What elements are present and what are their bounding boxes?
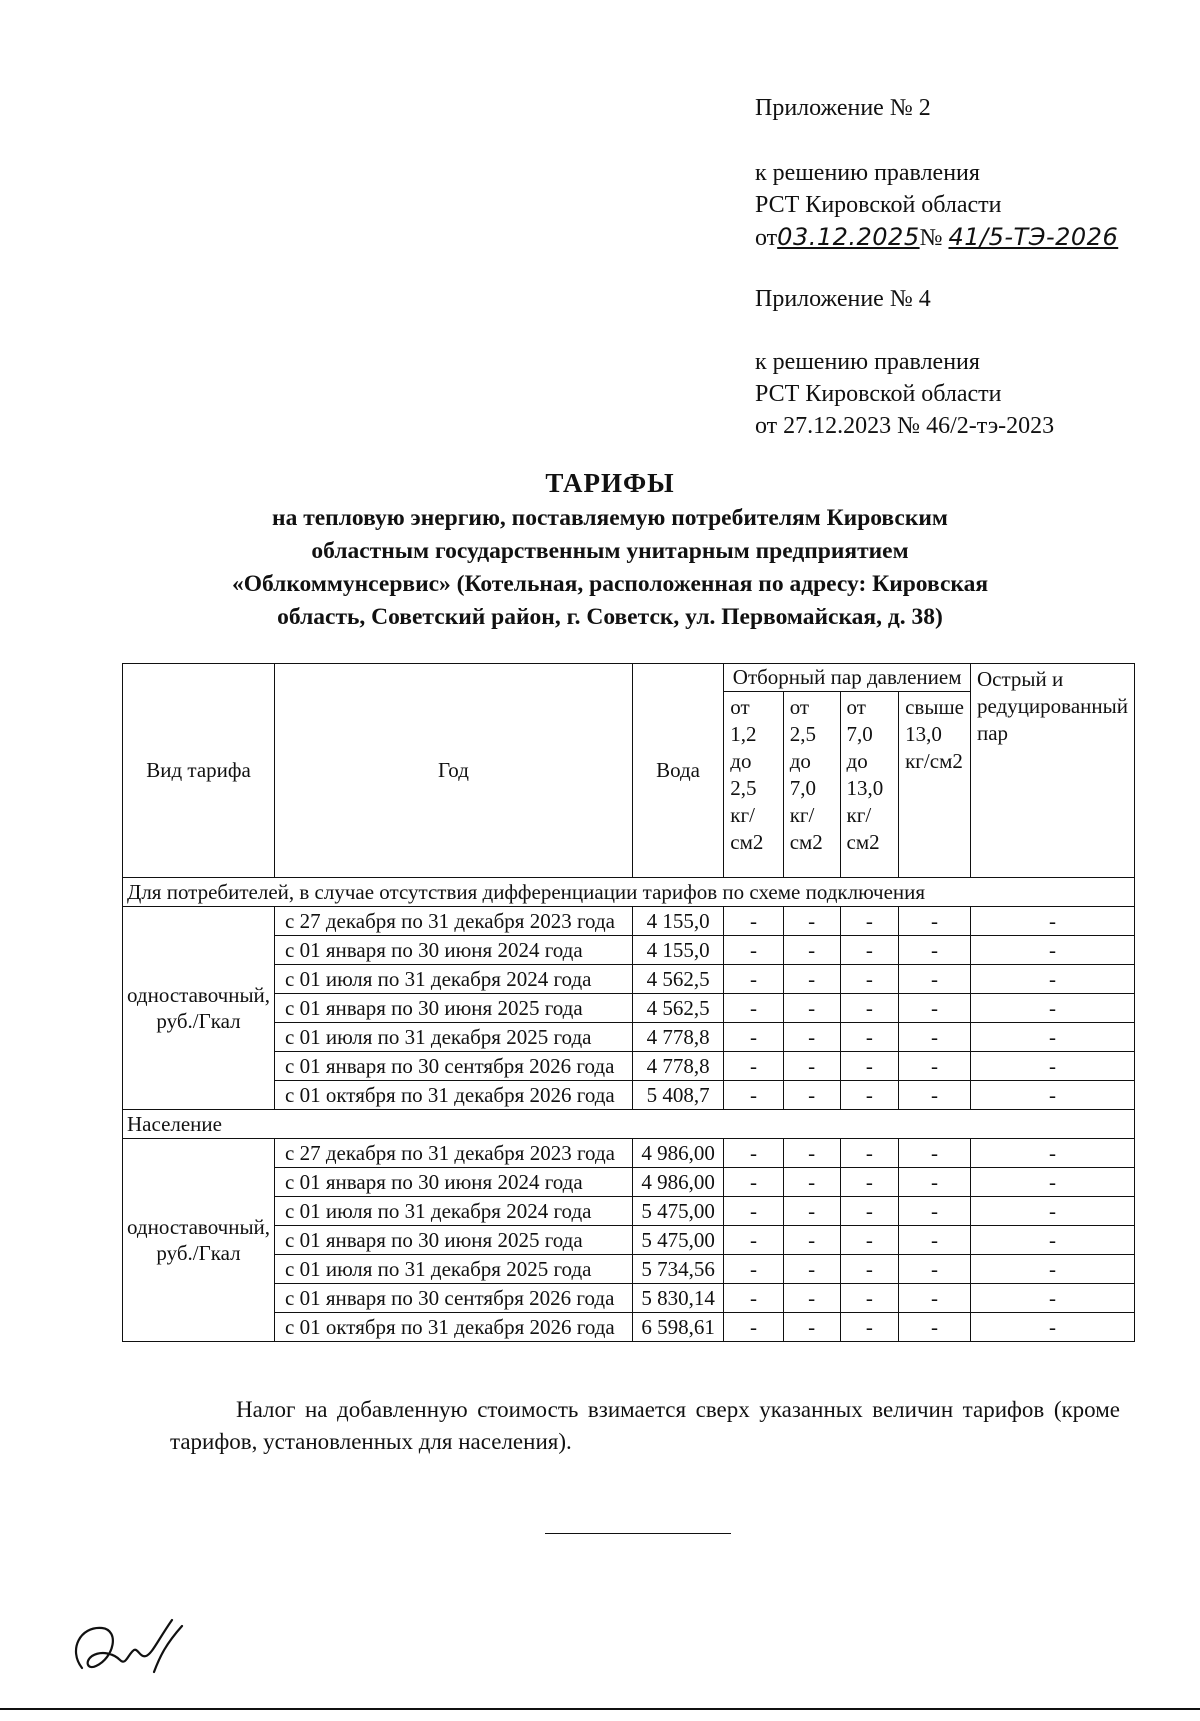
water-tariff-cell: 6 598,61	[632, 1313, 723, 1342]
steam-tariff-cell: -	[783, 1168, 840, 1197]
steam-tariff-cell: -	[899, 1284, 971, 1313]
steam-tariff-cell: -	[724, 1023, 783, 1052]
steam-tariff-cell: -	[783, 965, 840, 994]
number-sign: №	[919, 225, 943, 251]
steam-tariff-cell: -	[840, 907, 899, 936]
table-row	[123, 1284, 1135, 1313]
water-tariff-cell: 4 155,0	[632, 936, 723, 965]
steam-tariff-cell: -	[840, 1197, 899, 1226]
water-tariff-cell: 5 475,00	[632, 1197, 723, 1226]
vat-note: Налог на добавленную стоимость взимается сверх указанных величин тарифов (кроме тарифов, установленных для населения).	[170, 1397, 1120, 1454]
steam-tariff-cell: -	[724, 1168, 783, 1197]
steam-tariff-cell: -	[783, 1023, 840, 1052]
water-tariff-cell: 4 778,8	[632, 1052, 723, 1081]
steam-tariff-cell: -	[724, 1081, 783, 1110]
steam-tariff-cell: -	[724, 1313, 783, 1342]
steam-tariff-cell: -	[840, 1284, 899, 1313]
steam-tariff-cell: -	[724, 965, 783, 994]
water-tariff-cell: 5 408,7	[632, 1081, 723, 1110]
steam-tariff-cell: -	[970, 1081, 1134, 1110]
section-row	[123, 1110, 1135, 1139]
appendix-2-reference	[755, 157, 1118, 254]
section-title: Население	[123, 1110, 1135, 1139]
table-row	[123, 1255, 1135, 1284]
signature-mark	[62, 1610, 202, 1690]
header-voda: Вода	[632, 664, 723, 878]
water-tariff-cell: 4 155,0	[632, 907, 723, 936]
period-cell: с 01 июля по 31 декабря 2024 года	[275, 1197, 633, 1226]
steam-tariff-cell: -	[899, 1023, 971, 1052]
steam-tariff-cell: -	[899, 994, 971, 1023]
steam-tariff-cell: -	[840, 936, 899, 965]
appendix-2-title: Приложение № 2	[755, 95, 931, 121]
subtitle-line: на тепловую энергию, поставляемую потребителям Кировским	[272, 505, 948, 531]
steam-tariff-cell: -	[970, 1284, 1134, 1313]
appendix-4-reference	[755, 346, 1054, 442]
period-cell: с 01 января по 30 июня 2024 года	[275, 1168, 633, 1197]
tariff-type-cell: одноставочный, руб./Гкал	[123, 907, 275, 1110]
table-row	[123, 965, 1135, 994]
table-row	[123, 994, 1135, 1023]
steam-tariff-cell: -	[783, 994, 840, 1023]
steam-tariff-cell: -	[899, 1081, 971, 1110]
document-title: ТАРИФЫ	[545, 468, 675, 498]
section-title: Для потребителей, в случае отсутствия дифференциации тарифов по схеме подключения	[123, 878, 1135, 907]
steam-tariff-cell: -	[840, 994, 899, 1023]
table-row	[123, 1023, 1135, 1052]
steam-tariff-cell: -	[899, 1168, 971, 1197]
steam-tariff-cell: -	[899, 1052, 971, 1081]
handwritten-number: 41/5-ТЭ-2026	[948, 223, 1119, 251]
steam-tariff-cell: -	[899, 1255, 971, 1284]
steam-tariff-cell: -	[970, 1168, 1134, 1197]
header-pressure-1: от 1,2 до 2,5 кг/см2	[724, 692, 783, 878]
steam-tariff-cell: -	[899, 965, 971, 994]
period-cell: с 01 октября по 31 декабря 2026 года	[275, 1313, 633, 1342]
water-tariff-cell: 4 562,5	[632, 994, 723, 1023]
steam-tariff-cell: -	[970, 1255, 1134, 1284]
header-pressure-2: от 2,5 до 7,0 кг/см2	[783, 692, 840, 878]
steam-tariff-cell: -	[783, 936, 840, 965]
steam-tariff-cell: -	[840, 1081, 899, 1110]
header-ostry: Острый и редуцированный пар	[970, 664, 1134, 878]
handwritten-date: 03.12.2025	[777, 223, 920, 251]
steam-tariff-cell: -	[783, 1197, 840, 1226]
table-body	[123, 878, 1135, 1342]
steam-tariff-cell: -	[970, 1226, 1134, 1255]
steam-tariff-cell: -	[970, 1052, 1134, 1081]
steam-tariff-cell: -	[840, 1168, 899, 1197]
steam-tariff-cell: -	[724, 1139, 783, 1168]
subtitle-line: областным государственным унитарным предприятием	[311, 538, 909, 564]
period-cell: с 01 июля по 31 декабря 2025 года	[275, 1255, 633, 1284]
steam-tariff-cell: -	[783, 1052, 840, 1081]
appendix-4-line-2: РСТ Кировской области	[755, 381, 1002, 407]
separator-line	[545, 1533, 731, 1534]
table-row	[123, 1081, 1135, 1110]
tariffs-table	[122, 663, 1135, 1342]
period-cell: с 01 января по 30 сентября 2026 года	[275, 1052, 633, 1081]
steam-tariff-cell: -	[970, 994, 1134, 1023]
period-cell: с 01 января по 30 июня 2025 года	[275, 994, 633, 1023]
steam-tariff-cell: -	[724, 1226, 783, 1255]
period-cell: с 01 июля по 31 декабря 2025 года	[275, 1023, 633, 1052]
steam-tariff-cell: -	[783, 907, 840, 936]
subtitle-line: «Облкоммунсервис» (Котельная, расположенная по адресу: Кировская	[231, 571, 989, 597]
steam-tariff-cell: -	[724, 1284, 783, 1313]
header-otbornyi: Отборный пар давлением	[724, 664, 971, 692]
steam-tariff-cell: -	[970, 1313, 1134, 1342]
water-tariff-cell: 4 986,00	[632, 1139, 723, 1168]
steam-tariff-cell: -	[724, 994, 783, 1023]
steam-tariff-cell: -	[970, 1197, 1134, 1226]
from-prefix: от	[755, 225, 778, 251]
appendix-4-title: Приложение № 4	[755, 286, 931, 312]
water-tariff-cell: 4 562,5	[632, 965, 723, 994]
steam-tariff-cell: -	[970, 1139, 1134, 1168]
appendix-4-line-1: к решению правления	[755, 349, 980, 375]
table-row	[123, 1226, 1135, 1255]
steam-tariff-cell: -	[840, 965, 899, 994]
steam-tariff-cell: -	[783, 1139, 840, 1168]
period-cell: с 01 января по 30 сентября 2026 года	[275, 1284, 633, 1313]
water-tariff-cell: 4 986,00	[632, 1168, 723, 1197]
table-row	[123, 936, 1135, 965]
document-subtitle	[150, 502, 1070, 634]
water-tariff-cell: 5 830,14	[632, 1284, 723, 1313]
header-pressure-3: от 7,0 до 13,0 кг/см2	[840, 692, 899, 878]
steam-tariff-cell: -	[899, 1139, 971, 1168]
header-god: Год	[275, 664, 633, 878]
table-row	[123, 1197, 1135, 1226]
water-tariff-cell: 5 734,56	[632, 1255, 723, 1284]
steam-tariff-cell: -	[840, 1023, 899, 1052]
header-pressure-4: свыше 13,0 кг/см2	[899, 692, 971, 878]
steam-tariff-cell: -	[783, 1226, 840, 1255]
steam-tariff-cell: -	[783, 1284, 840, 1313]
period-cell: с 27 декабря по 31 декабря 2023 года	[275, 1139, 633, 1168]
steam-tariff-cell: -	[970, 936, 1134, 965]
water-tariff-cell: 5 475,00	[632, 1226, 723, 1255]
appendix-2-date-line	[755, 221, 1118, 254]
steam-tariff-cell: -	[724, 936, 783, 965]
section-row	[123, 878, 1135, 907]
appendix-4-line-3: от 27.12.2023 № 46/2-тэ-2023	[755, 413, 1055, 439]
steam-tariff-cell: -	[783, 1313, 840, 1342]
steam-tariff-cell: -	[783, 1081, 840, 1110]
appendix-2-line-2: РСТ Кировской области	[755, 192, 1002, 218]
steam-tariff-cell: -	[840, 1226, 899, 1255]
steam-tariff-cell: -	[899, 1197, 971, 1226]
steam-tariff-cell: -	[970, 907, 1134, 936]
steam-tariff-cell: -	[724, 1197, 783, 1226]
steam-tariff-cell: -	[724, 1052, 783, 1081]
period-cell: с 01 октября по 31 декабря 2026 года	[275, 1081, 633, 1110]
period-cell: с 01 июля по 31 декабря 2024 года	[275, 965, 633, 994]
steam-tariff-cell: -	[783, 1255, 840, 1284]
period-cell: с 01 января по 30 июня 2024 года	[275, 936, 633, 965]
table-row	[123, 907, 1135, 936]
table-row	[123, 1313, 1135, 1342]
water-tariff-cell: 4 778,8	[632, 1023, 723, 1052]
steam-tariff-cell: -	[899, 1226, 971, 1255]
appendix-2-line-1: к решению правления	[755, 160, 980, 186]
table-row	[123, 1139, 1135, 1168]
table-row	[123, 1052, 1135, 1081]
period-cell: с 01 января по 30 июня 2025 года	[275, 1226, 633, 1255]
steam-tariff-cell: -	[840, 1139, 899, 1168]
steam-tariff-cell: -	[899, 1313, 971, 1342]
bottom-rule	[0, 1708, 1200, 1710]
steam-tariff-cell: -	[840, 1313, 899, 1342]
steam-tariff-cell: -	[970, 965, 1134, 994]
steam-tariff-cell: -	[899, 936, 971, 965]
heading	[150, 466, 1070, 634]
steam-tariff-cell: -	[899, 907, 971, 936]
header-vid: Вид тарифа	[123, 664, 275, 878]
steam-tariff-cell: -	[724, 907, 783, 936]
tariff-type-cell: одноставочный, руб./Гкал	[123, 1139, 275, 1342]
steam-tariff-cell: -	[840, 1052, 899, 1081]
subtitle-line: область, Советский район, г. Советск, ул. Первомайская, д. 38)	[277, 604, 943, 630]
steam-tariff-cell: -	[970, 1023, 1134, 1052]
steam-tariff-cell: -	[724, 1255, 783, 1284]
period-cell: с 27 декабря по 31 декабря 2023 года	[275, 907, 633, 936]
table-row	[123, 1168, 1135, 1197]
steam-tariff-cell: -	[840, 1255, 899, 1284]
